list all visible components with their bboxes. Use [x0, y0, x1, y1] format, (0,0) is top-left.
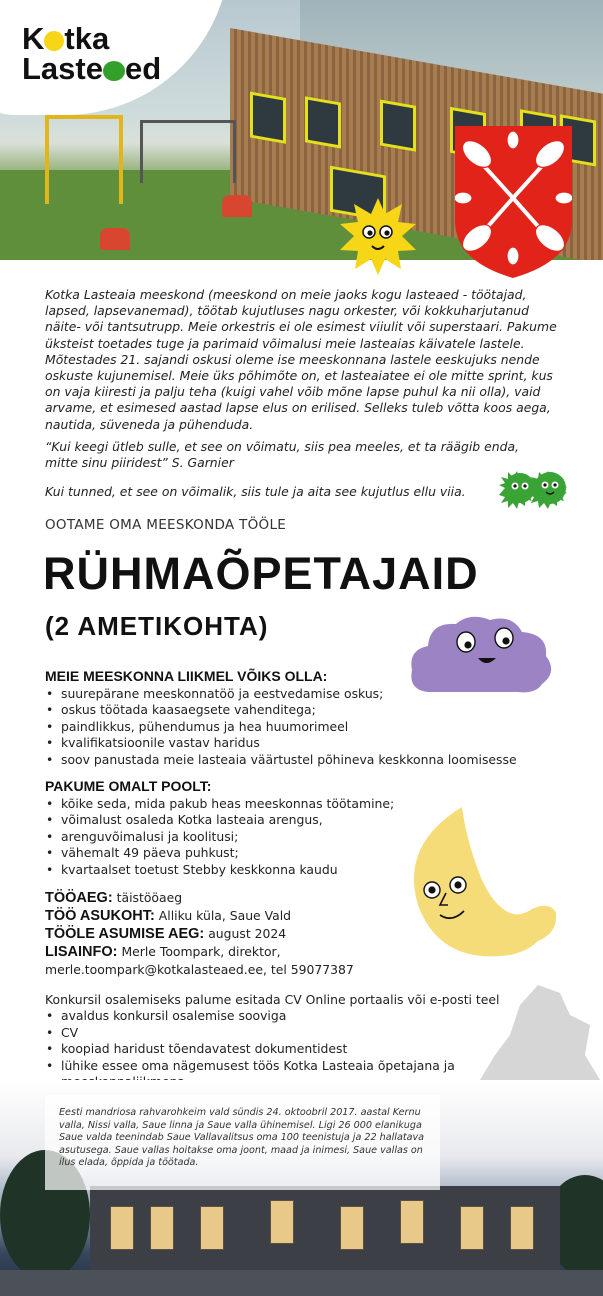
swing-set [140, 120, 236, 183]
window [250, 92, 286, 144]
window [340, 1206, 364, 1250]
worktime-label: TÖÖAEG: [45, 890, 113, 906]
window [460, 1206, 484, 1250]
intro-paragraph: Kotka Lasteaia meeskond (meeskond on meie jaoks kogu lasteaed - töötajad, lapsed, lapsevanemad), töötab kujutluses nagu orkester, või kokkuharjutanud näite- või tantsutrupp. Meie orkestris ei ole esimest viiulit või superstaari. Pakume üksteist toetades tuge ja parimaid võimalusi meie lasteaias käivatele lastele. Mõtestades 21. sajandi oskusi oleme ise meeskonnana lastele eeskujuks nende oskuste kujunemisel. Meie üks põhimõte on, et lasteaiatee ei ole mitte sprint, kus on vaja kiiresti ja palju teha (kuigi vahel võib mõne lapse puhul ka nii olla), vaid arvame, et esimesed aastad lapse elus on erilised. Selleks tuleb võtta koos aega, nautida, süveneda ja pühenduda. [45, 287, 557, 432]
list-item: • kvalifikatsioonile vastav haridus [45, 735, 545, 751]
start-value: august 2024 [208, 926, 287, 941]
window [400, 1200, 424, 1244]
playground-tower [45, 115, 123, 204]
offer-heading: PAKUME OMALT POOLT: [45, 778, 212, 794]
application-intro: Konkursil osalemiseks palume esitada CV Online portaalis või e-posti teel [45, 992, 500, 1007]
start-label: TÖÖLE ASUMISE AEG: [45, 926, 205, 942]
location-value: Alliku küla, Saue Vald [158, 908, 292, 923]
saue-info-text: Eesti mandriosa rahvarohkeim vald sündis 24. oktoobril 2017. aastal Kernu valla, Nissi valla, Saue linna ja Saue valla ühinemisel. Ligi 26 000 elanikuga Saue valda teenindab Saue Vallavalitsus oma 100 teenistuja ja 22 hallatava asutusega. Saue vallas hoitakse oma joont, maad ja inimesi, Saue vallas on ilus elada, õppida ja töötada. [59, 1107, 425, 1169]
window [150, 1206, 174, 1250]
list-item: • soov panustada meie lasteaia väärtustel põhineva keskkonna loomisesse [45, 752, 545, 768]
positions-count: (2 AMETIKOHTA) [45, 611, 269, 641]
spring-rider [100, 228, 130, 250]
worktime-value: täistööaeg [116, 890, 183, 905]
list-item: • oskus töötada kaasaegsete vahenditega; [45, 702, 545, 718]
list-item: • koopiad haridust tõendavatest dokumentidest [45, 1041, 525, 1057]
saue-coat-of-arms-icon [455, 126, 572, 278]
window [200, 1206, 224, 1250]
info-label: LISAINFO: [45, 944, 118, 960]
invite-line: OOTAME OMA MEESKONDA TÖÖLE [45, 517, 287, 533]
kotka-lasteaed-logo: K tka Laste ed [22, 21, 162, 86]
list-item: • kvartaalset toetust Stebby keskkonna kaudu [45, 862, 545, 878]
requirements-heading: MEIE MEESKONNA LIIKMEL VÕIKS OLLA: [45, 668, 328, 684]
application-section [45, 992, 525, 1090]
list-item: • paindlikkus, pühendumus ja hea huumorimeel [45, 719, 545, 735]
list-item: • arenguvõimalusi ja koolitusi; [45, 829, 545, 845]
contact-details[interactable]: merle.toompark@kotkalasteaed.ee, tel 59077387 [45, 962, 354, 977]
closing-line: Kui tunned, et see on võimalik, siis tule ja aita see kujutlus ellu viia. [45, 484, 466, 499]
plaza [0, 1270, 603, 1296]
contact-name: Merle Toompark, direktor, [121, 944, 281, 959]
moon-character-icon [410, 805, 560, 965]
list-item: • vähemalt 49 päeva puhkust; [45, 845, 545, 861]
intro-text [45, 287, 560, 443]
garnier-quote: “Kui keegi ütleb sulle, et see on võimatu, siis pea meeles, et ta räägib enda, mitte sinu piiridest” S. Garnier [45, 439, 519, 471]
window [380, 99, 416, 151]
window [510, 1206, 534, 1250]
list-item: • lühike essee oma nägemusest töös Kotka Lasteaia õpetajana ja [45, 1058, 525, 1091]
list-item: • kõike seda, mida pakub heas meeskonnas töötamine; [45, 796, 545, 812]
spring-rider [222, 195, 252, 217]
list-item: • CV [45, 1025, 525, 1041]
germ-e-icon [103, 61, 125, 81]
requirements-section [45, 668, 545, 768]
saue-building [90, 1186, 560, 1276]
list-item: • võimalust osaleda Kotka lasteaia arengus, [45, 812, 545, 828]
list-item: • avaldus konkursil osalemise sooviga [45, 1008, 525, 1024]
location-label: TÖÖ ASUKOHT: [45, 908, 155, 924]
saue-info-box [45, 1095, 440, 1190]
job-facts [45, 889, 405, 978]
sun-o-icon [44, 31, 64, 51]
job-title: RÜHMAÕPETAJAID [43, 548, 479, 599]
window [270, 1200, 294, 1244]
sun-character-icon [338, 196, 418, 276]
window [305, 96, 341, 148]
green-germs-icon [498, 464, 573, 512]
list-item: • suurepärane meeskonnatöö ja eestvedamise oskus; [45, 686, 545, 702]
window [110, 1206, 134, 1250]
